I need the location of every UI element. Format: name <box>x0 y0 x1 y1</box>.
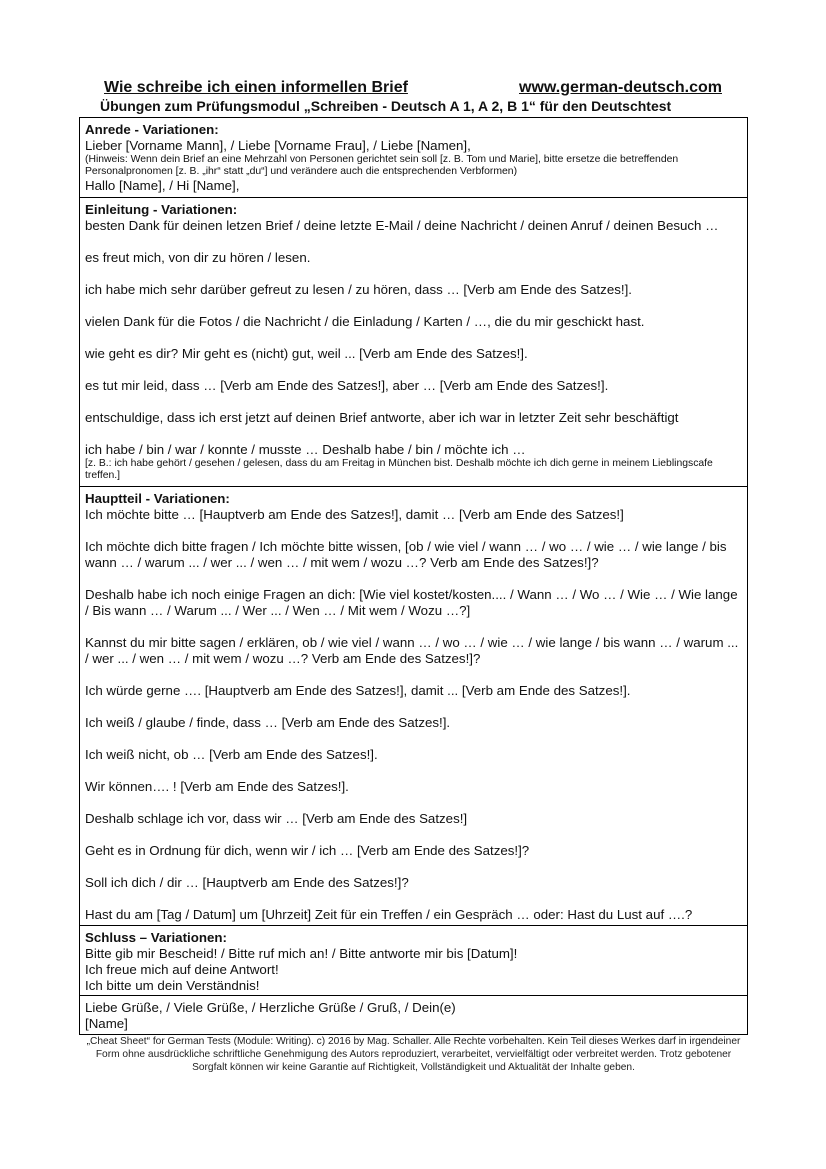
title-row <box>104 79 724 99</box>
website-url: www.german-deutsch.com <box>519 79 722 96</box>
list-item: Kannst du mir bitte sagen / erklären, ob / wie viel / wann … / wo … / wie … / wie lange / bis wann … / warum ... / wer ... / wen … / mit wem / wozu …? Verb am Ende des Satzes!]? <box>85 635 739 666</box>
list-item: entschuldige, dass ich erst jetzt auf deinen Brief antworte, aber ich war in letzter Zeit sehr beschäftigt <box>85 410 679 425</box>
list-item: Geht es in Ordnung für dich, wenn wir / ich … [Verb am Ende des Satzes!]? <box>85 843 530 858</box>
section-heading: Schluss – Variationen: <box>85 930 227 945</box>
list-item: Ich möchte dich bitte fragen / Ich möchte bitte wissen, [ob / wie viel / wann … / wo … / wie … / wie lange / bis wann … / warum ... / wer ... / wen … / mit wem / wozu …? Verb am Ende des Satzes!]? <box>85 539 727 570</box>
anrede-note: (Hinweis: Wenn dein Brief an eine Mehrzahl von Personen gerichtet sein soll [z. B. Tom und Marie], bitte ersetze die betreffenden Personalpronomen [z. B. „ihr“ statt „du“] und verändere auch die entsprechenden Verbformen) <box>85 154 679 177</box>
list-item: Ich würde gerne …. [Hauptverb am Ende des Satzes!], damit ... [Verb am Ende des Satzes!]. <box>85 683 631 698</box>
list-item: ich habe mich sehr darüber gefreut zu lesen / zu hören, dass … [Verb am Ende des Satzes!]. <box>85 282 632 297</box>
list-item: Deshalb habe ich noch einige Fragen an dich: [Wie viel kostet/kosten.... / Wann … / Wo … / Wie … / Wie lange / Bis wann … / Warum ... / Wer ... / Wen … / Mit wem / Wozu …?] <box>85 587 738 618</box>
anrede-line-2: Hallo [Name], / Hi [Name], <box>85 178 240 193</box>
list-item: Deshalb schlage ich vor, dass wir … [Verb am Ende des Satzes!] <box>85 811 468 826</box>
list-item: Hast du am [Tag / Datum] um [Uhrzeit] Zeit für ein Treffen / ein Gespräch … oder: Hast du Lust auf ….? <box>85 907 693 922</box>
section-anrede <box>79 117 748 198</box>
list-item: es tut mir leid, dass … [Verb am Ende des Satzes!], aber … [Verb am Ende des Satzes!]. <box>85 378 609 393</box>
gruss-line-1: Liebe Grüße, / Viele Grüße, / Herzliche Grüße / Gruß, / Dein(e) <box>85 1000 456 1015</box>
list-item: Ich möchte bitte … [Hauptverb am Ende des Satzes!], damit … [Verb am Ende des Satzes!] <box>85 507 624 522</box>
list-item: ich habe / bin / war / konnte / musste … Deshalb habe / bin / möchte ich … <box>85 442 526 457</box>
einleitung-note: [z. B.: ich habe gehört / gesehen / gelesen, dass du am Freitag in München bist. Deshalb möchte ich dich gerne in meinem Lieblingscafe treffen.] <box>85 458 713 481</box>
anrede-line-1: Lieber [Vorname Mann], / Liebe [Vorname Frau], / Liebe [Namen], <box>85 138 471 153</box>
list-item: Soll ich dich / dir … [Hauptverb am Ende des Satzes!]? <box>85 875 409 890</box>
gruss-line-2: [Name] <box>85 1016 128 1031</box>
section-schluss <box>79 925 748 996</box>
list-item: es freut mich, von dir zu hören / lesen. <box>85 250 311 265</box>
page-subtitle: Übungen zum Prüfungsmodul „Schreiben - Deutsch A 1, A 2, B 1“ für den Deutschtest <box>100 98 672 114</box>
section-hauptteil <box>79 486 748 926</box>
section-heading: Hauptteil - Variationen: <box>85 491 230 506</box>
list-item: Bitte gib mir Bescheid! / Bitte ruf mich an! / Bitte antworte mir bis [Datum]! <box>85 946 518 961</box>
list-item: Wir können…. ! [Verb am Ende des Satzes!]. <box>85 779 349 794</box>
section-einleitung <box>79 197 748 487</box>
list-item: Ich freue mich auf deine Antwort! <box>85 962 279 977</box>
page-title: Wie schreibe ich einen informellen Brief <box>104 79 408 96</box>
list-item: Ich weiß nicht, ob … [Verb am Ende des Satzes!]. <box>85 747 378 762</box>
section-heading: Anrede - Variationen: <box>85 122 219 137</box>
list-item: wie geht es dir? Mir geht es (nicht) gut, weil ... [Verb am Ende des Satzes!]. <box>85 346 528 361</box>
section-gruss <box>79 995 748 1035</box>
list-item: besten Dank für deinen letzen Brief / deine letzte E-Mail / deine Nachricht / deinen Anruf / deinen Besuch … <box>85 218 719 233</box>
list-item: vielen Dank für die Fotos / die Nachricht / die Einladung / Karten / …, die du mir geschickt hast. <box>85 314 645 329</box>
copyright-footer: „Cheat Sheet“ for German Tests (Module: Writing). c) 2016 by Mag. Schaller. Alle Rechte vorbehalten. Kein Teil dieses Werkes darf in irgendeiner Form ohne ausdrückliche schriftliche Genehmigung des Autors reproduziert, verarbeitet, vervielfältigt oder verbreitet werden. Trotz gebotener Sorgfalt können wir keine Garantie auf Richtigkeit, Vollständigkeit und Aktualität der Inhalte geben. <box>86 1036 741 1073</box>
section-heading: Einleitung - Variationen: <box>85 202 238 217</box>
list-item: Ich bitte um dein Verständnis! <box>85 978 260 993</box>
list-item: Ich weiß / glaube / finde, dass … [Verb am Ende des Satzes!]. <box>85 715 451 730</box>
